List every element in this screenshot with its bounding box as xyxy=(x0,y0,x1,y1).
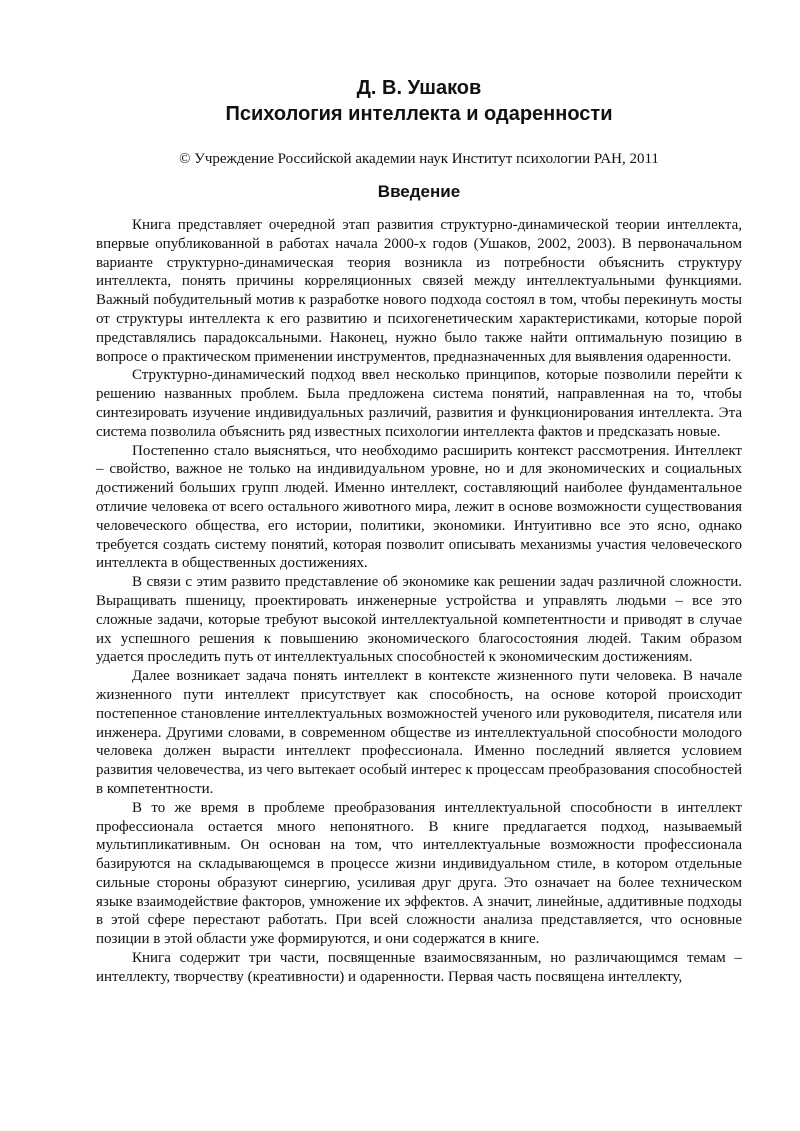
paragraph: Постепенно стало выясняться, что необходимо расширить контекст рассмотрения. Интеллект – свойство, важное не только на индивидуальном уровне, но и для экономических и социальных достижений больших групп людей. Именно интеллект, составляющий наиболее фундаментальное отличие человека от всего остального животного мира, лежит в основе возможности существования человеческого общества, его истории, политики, экономики. Интуитивно все это ясно, однако требуется создать систему понятий, которая позволит описывать механизмы участия человеческого интеллекта в общественных достижениях. xyxy=(96,442,742,572)
body-text xyxy=(96,216,742,987)
copyright-line: © Учреждение Российской академии наук Институт психологии РАН, 2011 xyxy=(179,151,659,167)
paragraph: В связи с этим развито представление об экономике как решении задач различной сложности. Выращивать пшеницу, проектировать инженерные устройства и управлять людьми – все это сложные задачи, которые требуют высокой интеллектуальной компетентности и приводят в случае их успешного решения к повышению экономического благосостояния людей. Таким образом удается проследить путь от интеллектуальных способностей к экономическим достижениям. xyxy=(96,574,742,666)
paragraph: В то же время в проблеме преобразования интеллектуальной способности в интеллект профессионала остается много непонятного. В книге предлагается подход, называемый мультипликативным. Он основан на том, что интеллектуальные возможности профессионала базируются на складывающемся в процессе жизни индивидуальном стиле, в котором отдельные сильные стороны образуют синергию, усиливая друг друга. Это означает на более техническом языке взаимодействие факторов, умножение их эффектов. А значит, линейные, аддитивные подходы в этой сфере перестают работать. При всей сложности анализа представляется, что основные позиции в этой области уже формируются, и они содержатся в книге. xyxy=(96,799,742,948)
paragraph: Книга содержит три части, посвященные взаимосвязанным, но различающимся темам – интеллекту, творчеству (креативности) и одаренности. Первая часть посвящена интеллекту, xyxy=(96,950,742,985)
author-name: Д. В. Ушаков xyxy=(356,77,482,99)
book-title: Психология интеллекта и одаренности xyxy=(225,103,613,125)
paragraph: Книга представляет очередной этап развития структурно-динамической теории интеллекта, впервые опубликованной в работах начала 2000-х годов (Ушаков, 2002, 2003). В первоначальном варианте структурно-динамическая теория возникла из потребности объяснить структуру интеллекта, понять причины корреляционных связей между интеллектуальными функциями. Важный побудительный мотив к разработке нового подхода состоял в том, чтобы перекинуть мосты от структуры интеллекта к его развитию и психогенетическим характеристиками, которые порой представлялись парадоксальными. Наконец, нужно было также найти оптимальную позицию в вопросе о практическом применении инструментов, предназначенных для выявления одаренности. xyxy=(96,217,742,365)
section-heading: Введение xyxy=(377,182,461,201)
paragraph: Структурно-динамический подход ввел несколько принципов, которые позволили перейти к решению названных проблем. Была предложена система понятий, направленная на то, чтобы синтезировать изучение индивидуальных различий, развития и функционирования интеллекта. Эта система позволила объяснить ряд известных психологии интеллекта фактов и предсказать новые. xyxy=(96,367,742,440)
paragraph: Далее возникает задача понять интеллект в контексте жизненного пути человека. В начале жизненного пути интеллект присутствует как способность, на основе которой происходит постепенное становление интеллектуальных возможностей ученого или руководителя, писателя или инженера. Другими словами, в современном обществе из интеллектуальной способности молодого человека должен вырасти интеллект профессионала. Именно последний является условием развития человечества, из чего вытекает особый интерес к процессам преобразования способностей в компетентности. xyxy=(96,668,742,797)
